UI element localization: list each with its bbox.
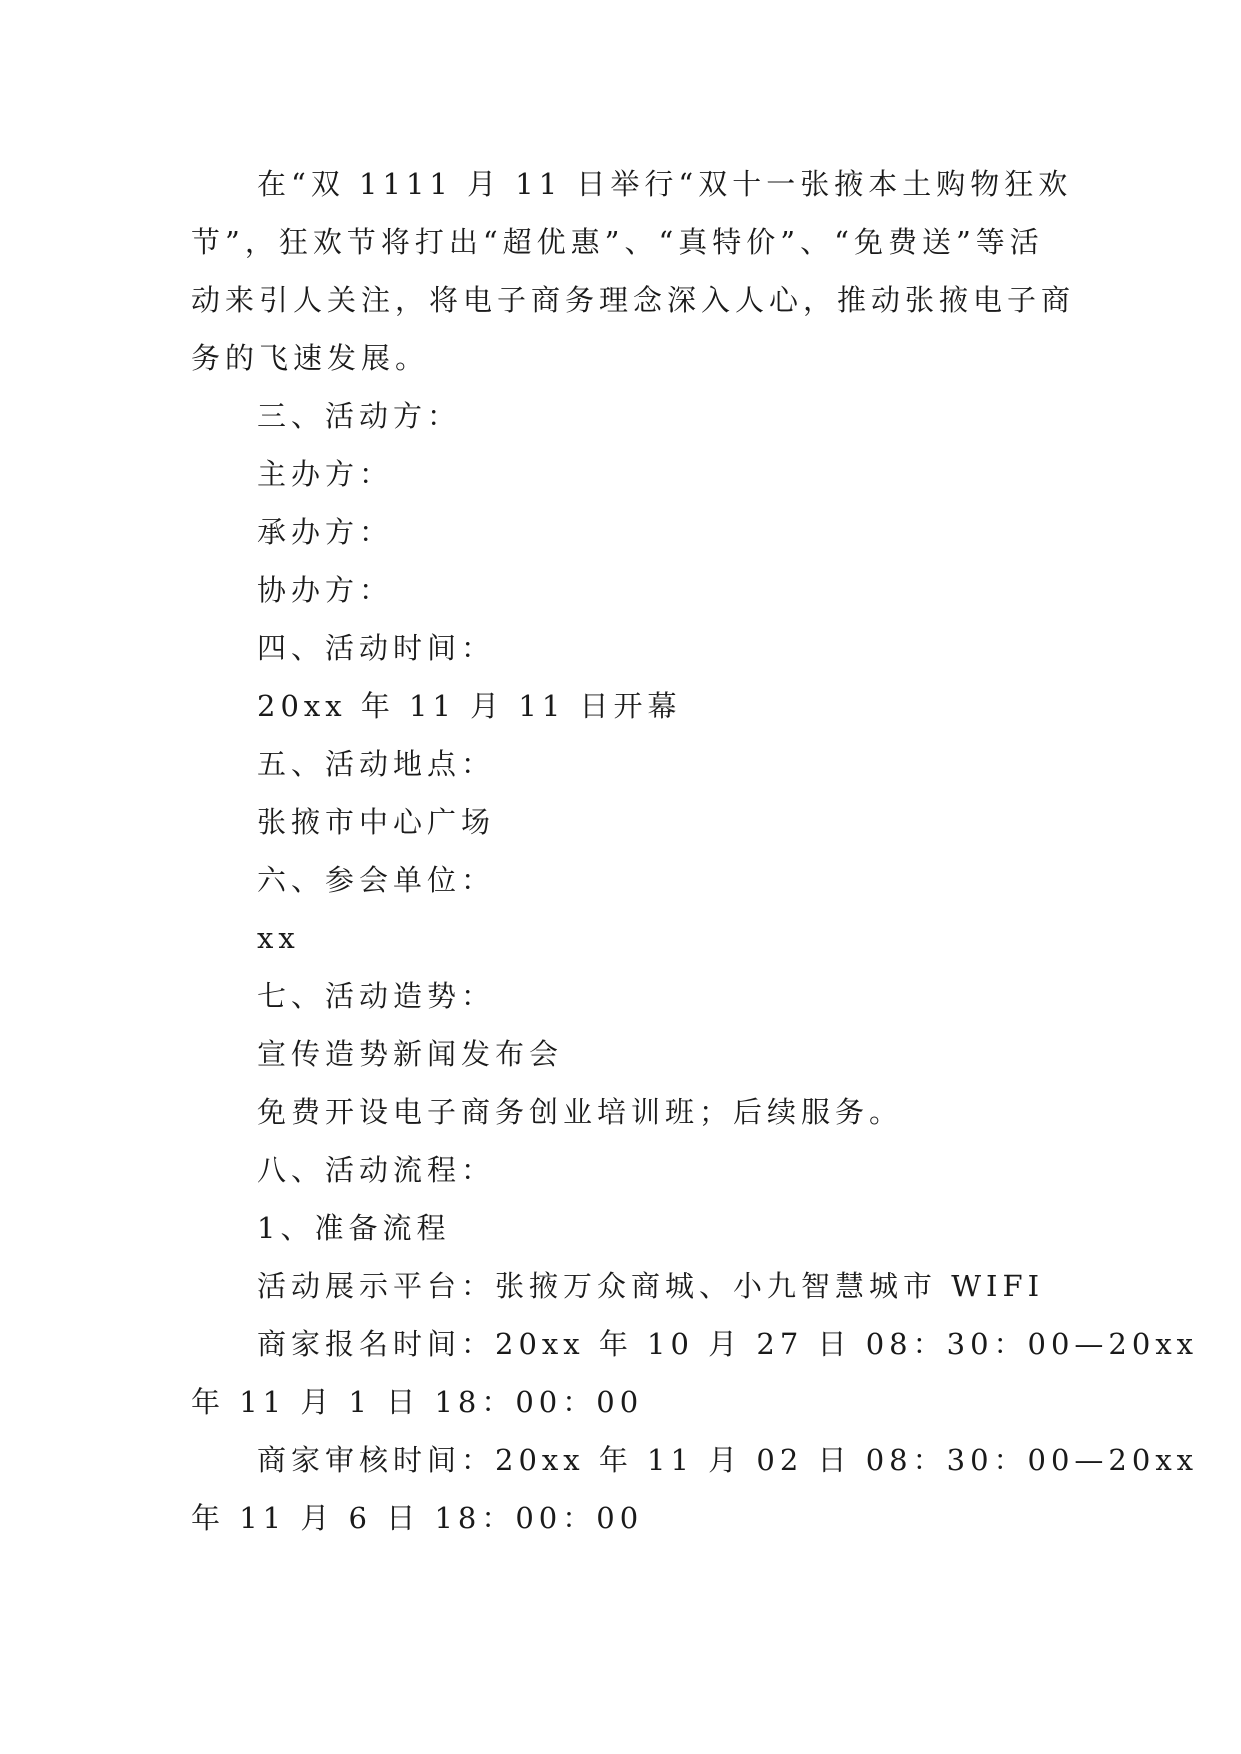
signup-time-paragraph [191,1315,1199,1431]
section-heading-location: 五、活动地点： [257,747,496,781]
section-heading-organizers: 三、活动方： [257,399,462,433]
review-line: 商家审核时间：20xx 年 11 月 02 日 08：30：00—20xx [257,1443,1199,1477]
section-heading-participants: 六、参会单位： [257,863,496,897]
review-time-paragraph [191,1431,1199,1547]
signup-line: 商家报名时间：20xx 年 10 月 27 日 08：30：00—20xx [257,1327,1199,1361]
intro-line: 节”，狂欢节将打出“超优惠”、“真特价”、“免费送”等活 [191,225,1044,259]
document-body [191,155,1199,1547]
intro-line: 务的飞速发展。 [191,341,430,375]
platform-info: 活动展示平台：张掖万众商城、小九智慧城市 WIFI [257,1269,1045,1303]
section-heading-process: 八、活动流程： [257,1153,496,1187]
section-heading-time: 四、活动时间： [257,631,496,665]
event-date: 20xx 年 11 月 11 日开幕 [257,689,682,723]
intro-paragraph [191,155,1076,387]
intro-line: 动来引人关注，将电子商务理念深入人心，推动张掖电子商 [191,283,1076,317]
event-location: 张掖市中心广场 [257,805,496,839]
intro-line: 在“双 1111 月 11 日举行“双十一张掖本土购物狂欢 [257,167,1073,201]
co-organizer-label: 协办方： [257,573,394,607]
subheading-preparation: 1、准备流程 [257,1211,451,1245]
review-line: 年 11 月 6 日 18：00：00 [191,1501,644,1535]
section-heading-promotion: 七、活动造势： [257,979,496,1013]
host-label: 主办方： [257,457,394,491]
promotion-item: 宣传造势新闻发布会 [257,1037,564,1071]
participants-value: xx [257,921,300,955]
organizer-label: 承办方： [257,515,394,549]
signup-line: 年 11 月 1 日 18：00：00 [191,1385,644,1419]
promotion-item: 免费开设电子商务创业培训班；后续服务。 [257,1095,904,1129]
